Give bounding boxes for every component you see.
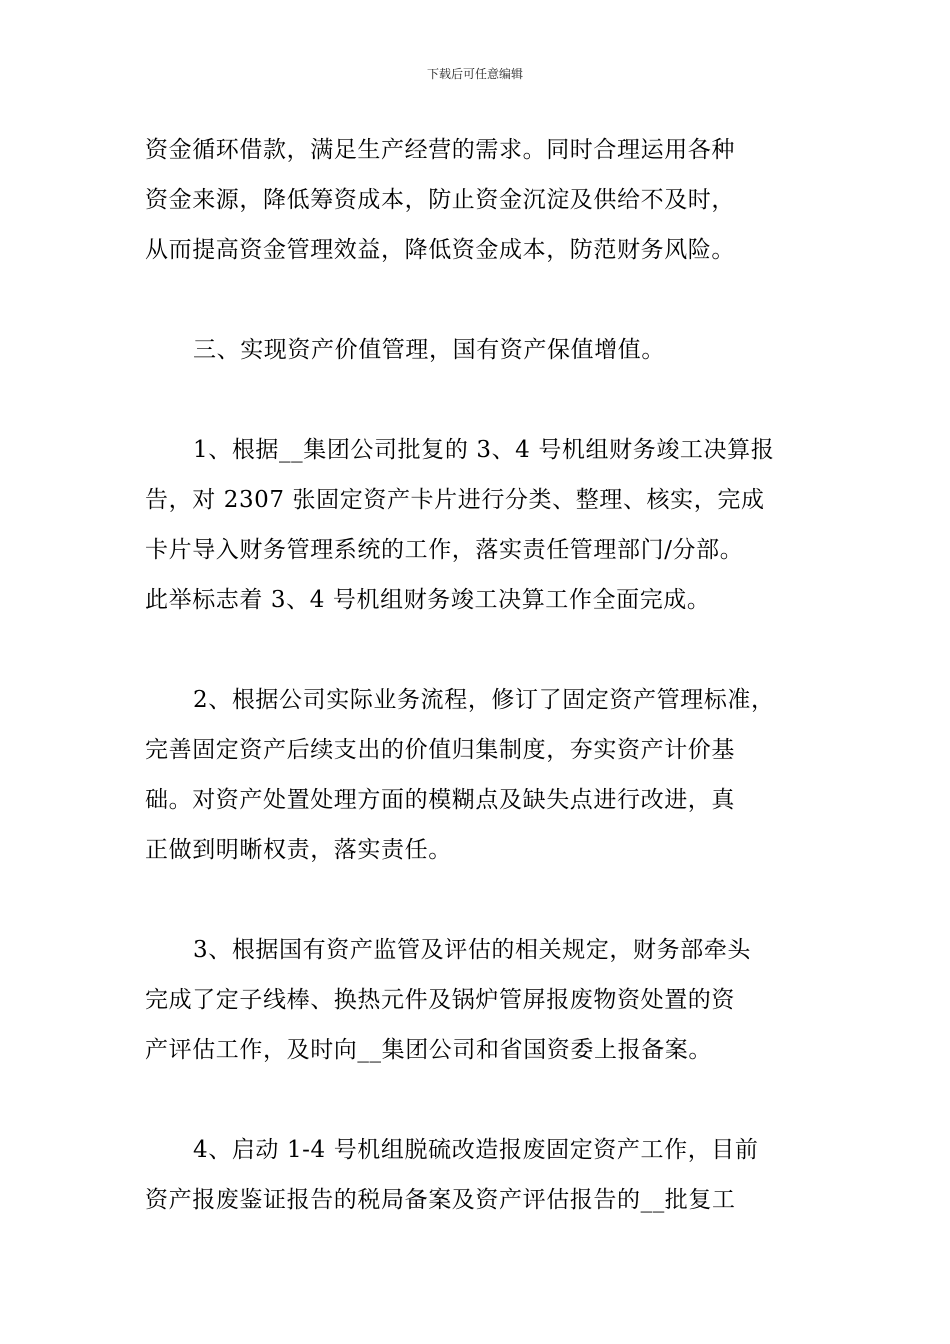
paragraph-gap: [145, 625, 825, 675]
text-line: 此举标志着 3、4 号机组财务竣工决算工作全面完成。: [145, 587, 711, 613]
paragraph-gap: [145, 875, 825, 925]
paragraph-item-4: [145, 1125, 825, 1225]
section-heading-asset-value: [145, 325, 825, 375]
text-line: 三、实现资产价值管理，国有资产保值增值。: [193, 337, 665, 363]
text-line: 3、根据国有资产监管及评估的相关规定，财务部牵头: [193, 937, 752, 963]
paragraph-fund-management: [145, 125, 825, 275]
paragraph-gap: [145, 275, 825, 325]
text-line: 正做到明晰权责，落实责任。: [145, 837, 452, 863]
paragraph-item-3: [145, 925, 825, 1075]
text-line: 资金来源，降低筹资成本，防止资金沉淀及供给不及时，: [145, 187, 735, 213]
paragraph-gap: [145, 375, 825, 425]
paragraph-item-1: [145, 425, 825, 625]
text-line: 础。对资产处置处理方面的模糊点及缺失点进行改进，真: [145, 787, 735, 813]
page-header: 下载后可任意编辑: [426, 67, 523, 81]
paragraph-item-2: [145, 675, 825, 875]
text-line: 资金循环借款，满足生产经营的需求。同时合理运用各种: [145, 137, 735, 163]
text-line: 完成了定子线棒、换热元件及锅炉管屏报废物资处置的资: [145, 987, 735, 1013]
text-line: 告，对 2307 张固定资产卡片进行分类、整理、核实，完成: [145, 487, 765, 513]
text-line: 完善固定资产后续支出的价值归集制度，夯实资产计价基: [145, 737, 735, 763]
text-line: 2、根据公司实际业务流程，修订了固定资产管理标准，: [193, 687, 775, 713]
text-line: 4、启动 1-4 号机组脱硫改造报废固定资产工作，目前: [193, 1137, 759, 1163]
text-line: 资产报废鉴证报告的税局备案及资产评估报告的__批复工: [145, 1187, 736, 1213]
text-line: 卡片导入财务管理系统的工作，落实责任管理部门/分部。: [145, 537, 744, 563]
paragraph-gap: [145, 1075, 825, 1125]
text-line: 产评估工作，及时向__集团公司和省国资委上报备案。: [145, 1037, 712, 1063]
text-line: 1、根据__集团公司批复的 3、4 号机组财务竣工决算报: [193, 437, 775, 463]
text-line: 从而提高资金管理效益，降低资金成本，防范财务风险。: [145, 237, 735, 263]
document-body: [145, 125, 825, 1225]
